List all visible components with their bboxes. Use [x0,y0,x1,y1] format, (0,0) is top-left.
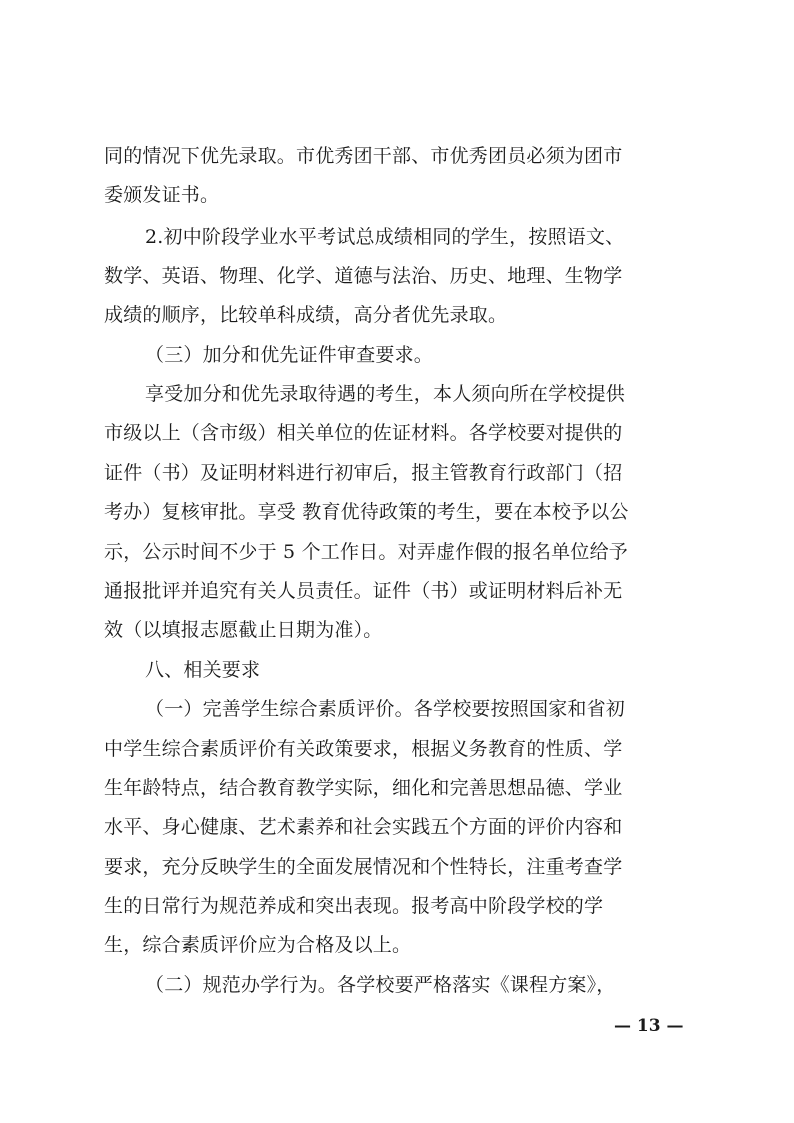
body-line: （二）规范办学行为。各学校要严格落实《课程方案》， [145,974,616,996]
body-line: 要求，充分反映学生的全面发展情况和个性特长，注重考查学 [104,856,623,878]
body-line: 成绩的顺序，比较单科成绩，高分者优先录取。 [104,304,508,326]
body-line: 数学、英语、物理、化学、道德与法治、历史、地理、生物学 [104,265,623,287]
body-line: 示，公示时间不少于 5 个工作日。对弄虚作假的报名单位给予 [104,541,628,563]
body-line: 生，综合素质评价应为合格及以上。 [104,934,412,956]
body-line: 中学生综合素质评价有关政策要求，根据义务教育的性质、学 [104,738,623,760]
section-heading: 八、相关要求 [145,659,261,681]
body-line: 考办）复核审批。享受 教育优待政策的考生，要在本校予以公 [104,501,629,523]
body-line: （一）完善学生综合素质评价。各学校要按照国家和省初 [145,698,626,720]
body-line: 效（以填报志愿截止日期为准）。 [104,619,383,641]
body-line: 同的情况下优先录取。市优秀团干部、市优秀团员必须为团市 [104,145,623,167]
body-line: 生年龄特点，结合教育教学实际，细化和完善思想品德、学业 [104,777,623,799]
body-line: 生的日常行为规范养成和突出表现。报考高中阶段学校的学 [104,895,604,917]
body-line: 证件（书）及证明材料进行初审后，报主管教育行政部门（招 [104,462,623,484]
body-line: 市级以上（含市级）相关单位的佐证材料。各学校要对提供的 [104,422,623,444]
body-line: 水平、身心健康、艺术素养和社会实践五个方面的评价内容和 [104,816,623,838]
body-line: 享受加分和优先录取待遇的考生，本人须向所在学校提供 [145,383,626,405]
body-line: 委颁发证书。 [104,184,220,206]
body-line: 通报批评并追究有关人员责任。证件（书）或证明材料后补无 [104,580,623,602]
body-line: 2.初中阶段学业水平考试总成绩相同的学生，按照语文、 [145,226,625,248]
page-number: — 13 — [614,1016,684,1036]
section-heading: （三）加分和优先证件审查要求。 [145,344,434,366]
